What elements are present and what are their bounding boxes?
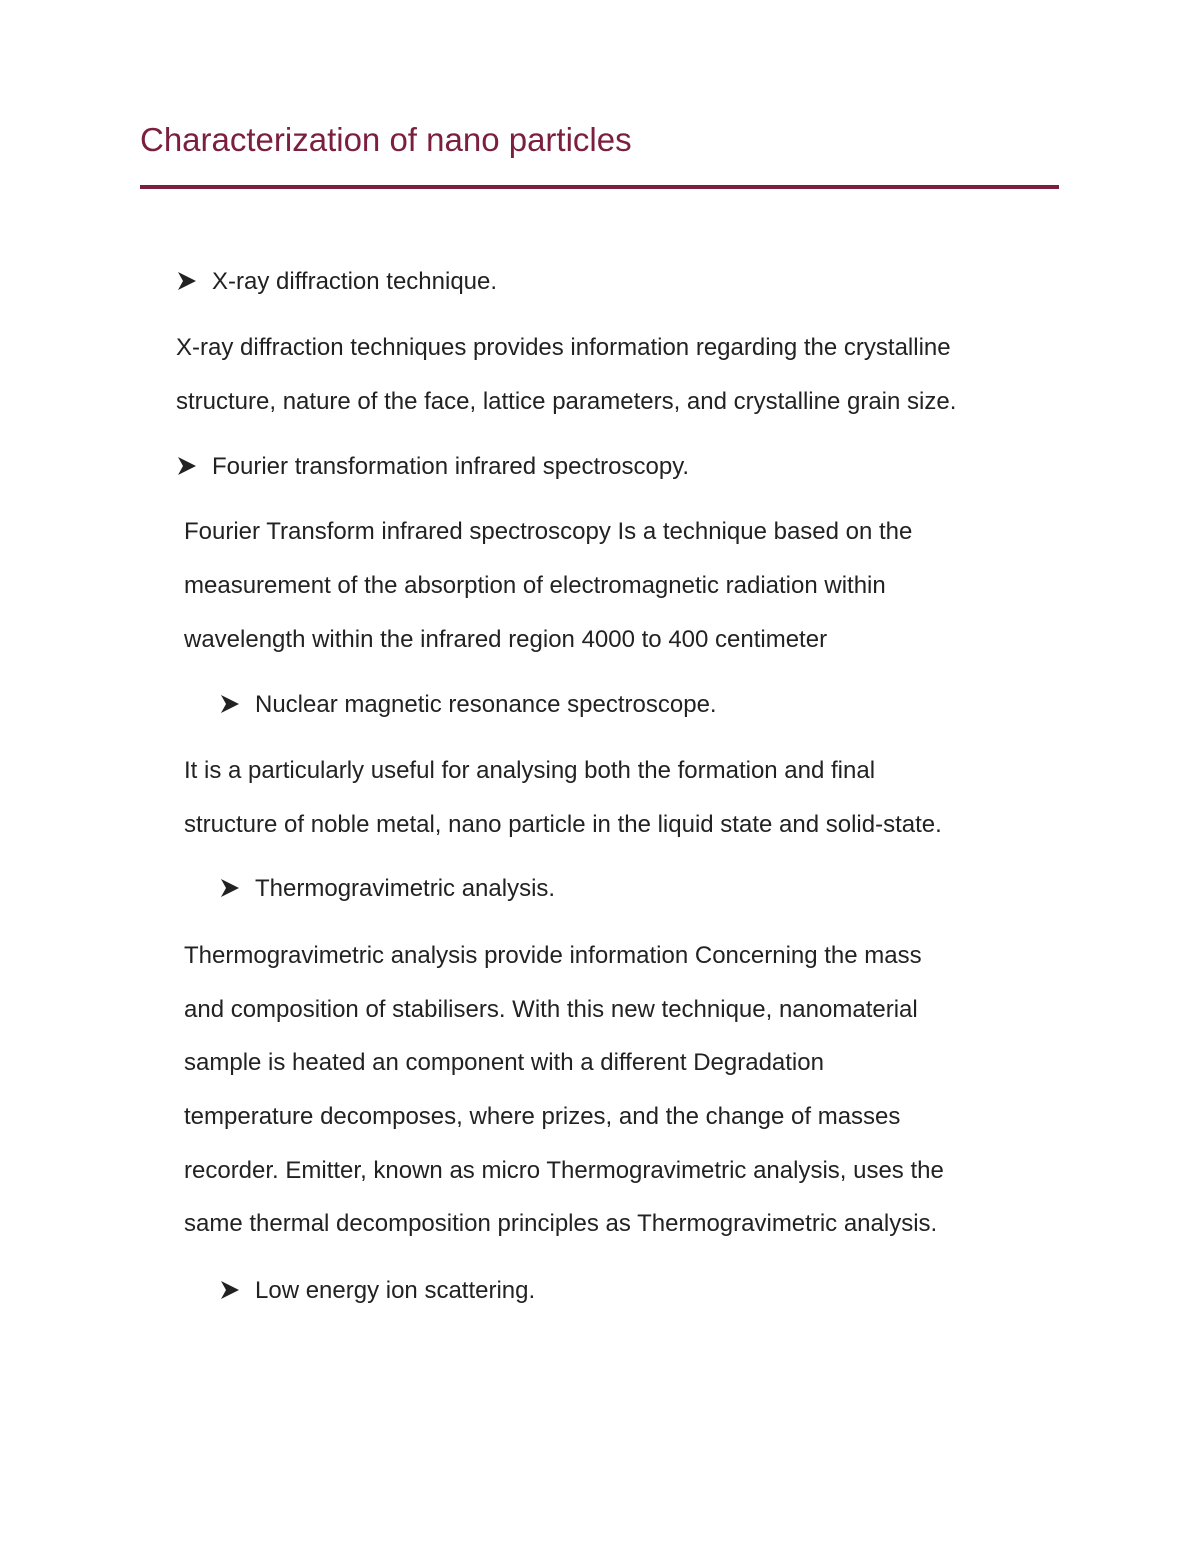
paragraph-tga-line: Thermogravimetric analysis provide information Concerning the mass	[184, 942, 922, 969]
paragraph-tga-line: sample is heated an component with a different Degradation	[184, 1049, 824, 1076]
bullet-ftir-label: Fourier transformation infrared spectroscopy.	[212, 453, 690, 480]
bullet-xrd-label: X-ray diffraction technique.	[212, 268, 498, 295]
bullet-nmr-label: Nuclear magnetic resonance spectroscope.	[255, 691, 717, 718]
arrowhead-bullet-icon	[176, 266, 212, 298]
bullet-tga-label: Thermogravimetric analysis.	[255, 875, 556, 902]
arrowhead-bullet-icon	[176, 451, 212, 483]
paragraph-tga-line: same thermal decomposition principles as Thermogravimetric analysis.	[184, 1210, 938, 1237]
bullet-leis-label: Low energy ion scattering.	[255, 1277, 536, 1304]
paragraph-nmr-line: It is a particularly useful for analysing both the formation and final	[184, 757, 876, 784]
arrowhead-bullet-icon	[219, 689, 255, 721]
paragraph-ftir-line: measurement of the absorption of electromagnetic radiation within	[184, 572, 886, 599]
arrowhead-bullet-icon	[219, 1275, 255, 1307]
page-title: Characterization of nano particles	[140, 121, 632, 158]
paragraph-ftir-line: wavelength within the infrared region 4000 to 400 centimeter	[184, 626, 828, 653]
bullet-nmr	[219, 689, 717, 721]
bullet-leis	[219, 1275, 535, 1307]
paragraph-tga-line: recorder. Emitter, known as micro Thermogravimetric analysis, uses the	[184, 1157, 944, 1184]
paragraph-xrd-line: structure, nature of the face, lattice parameters, and crystalline grain size.	[176, 388, 957, 415]
arrowhead-bullet-icon	[219, 873, 255, 905]
bullet-tga	[219, 873, 555, 905]
paragraph-ftir-line: Fourier Transform infrared spectroscopy Is a technique based on the	[184, 518, 913, 545]
paragraph-tga-line: temperature decomposes, where prizes, and the change of masses	[184, 1103, 901, 1130]
bullet-ftir	[176, 451, 689, 483]
paragraph-nmr-line: structure of noble metal, nano particle in the liquid state and solid-state.	[184, 811, 942, 838]
paragraph-xrd-line: X-ray diffraction techniques provides information regarding the crystalline	[176, 334, 951, 361]
bullet-xrd	[176, 266, 497, 298]
paragraph-tga-line: and composition of stabilisers. With this new technique, nanomaterial	[184, 996, 918, 1023]
title-underline	[140, 185, 1059, 189]
